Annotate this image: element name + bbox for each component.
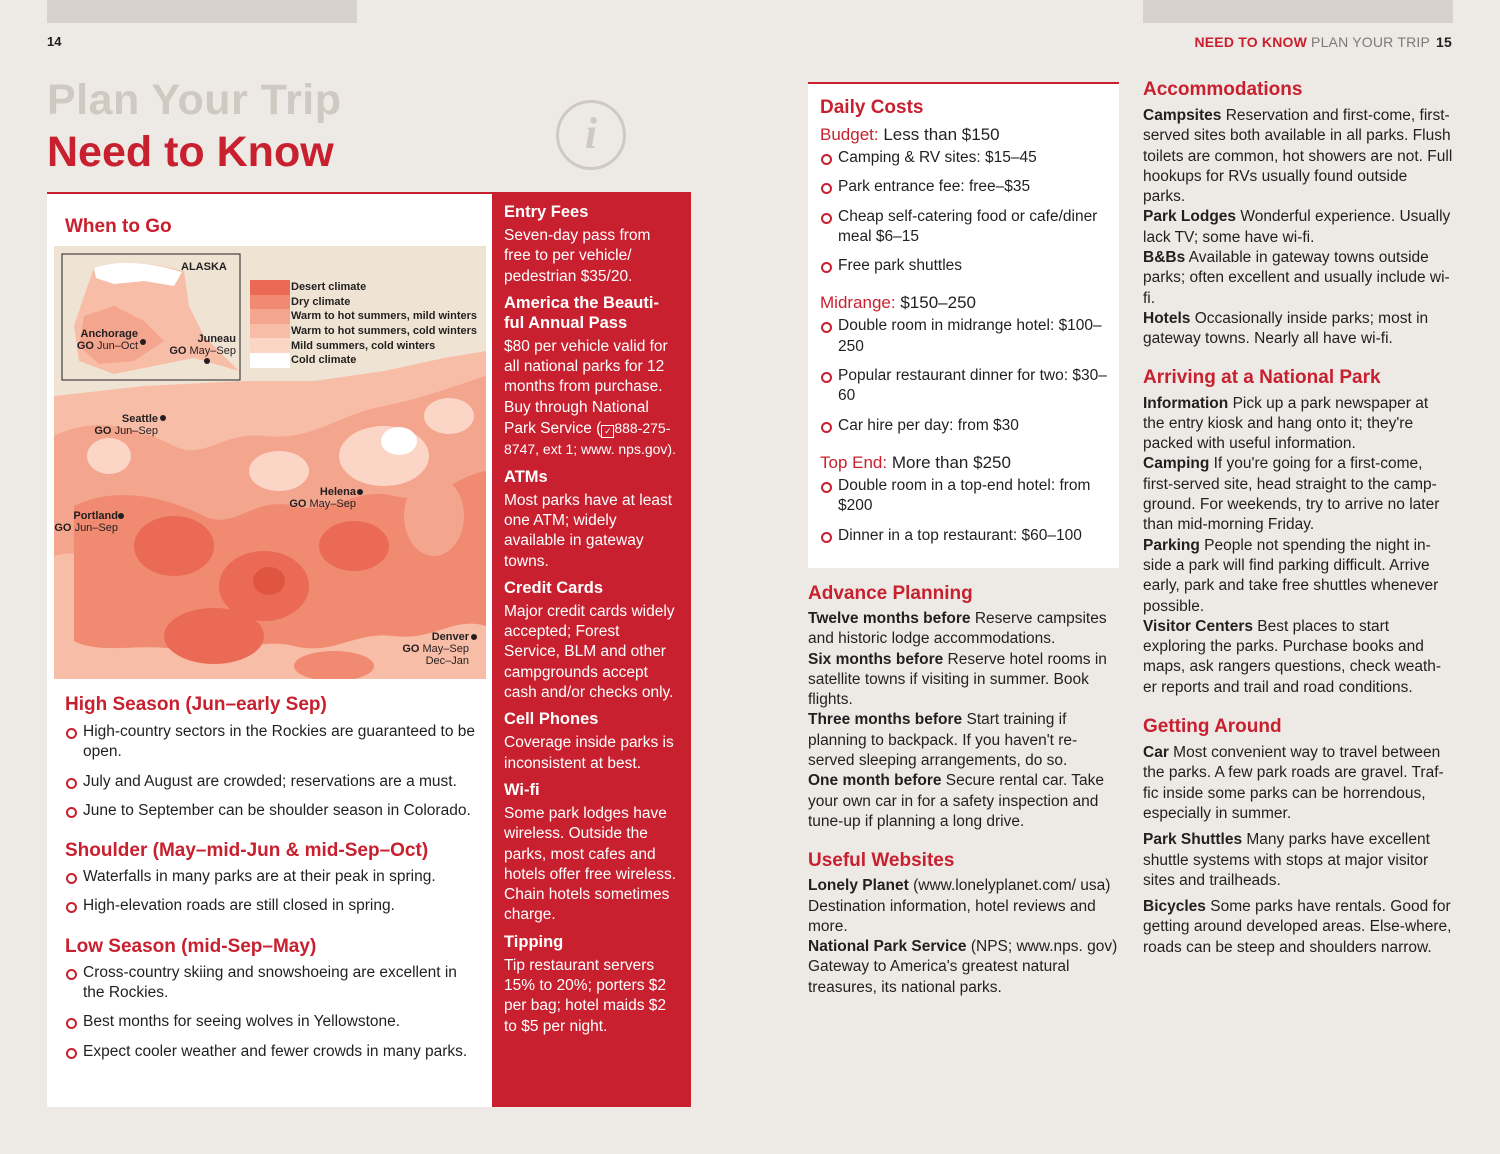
legend-label-warm-cold: Warm to hot summers, cold winters [291,325,478,337]
city-go: GO [94,425,112,437]
top-end-list [820,476,1107,546]
entry-term: Visitor Centers [1143,617,1253,635]
annual-pass-heading: America the Beauti-ful Annual Pass [504,293,659,332]
list-item-text: Popular restaurant dinner for two: $30–60 [838,367,1107,405]
entry-fees-heading: Entry Fees [504,203,589,221]
shoulder-heading: Shoulder (May–mid-Jun & mid-Sep–Oct) [65,840,429,862]
atms-heading: ATMs [504,467,548,486]
list-item [820,256,1107,276]
seasons-section [65,693,477,1062]
list-item [820,366,1107,407]
planning-column [808,582,1119,998]
entry-term: One month before [808,772,942,790]
city-name: Seattle [121,413,158,425]
list-item [820,416,1107,436]
accommodations-list [1143,106,1453,350]
list-item [820,148,1107,168]
low-season-heading: Low Season (mid-Sep–May) [65,935,317,957]
legend-label-desert: Desert climate [291,281,367,293]
legend-label-mild-cold: Mild summers, cold winters [291,340,436,352]
list-item [820,316,1107,357]
city-go: GO [169,345,187,357]
city-months: Jun–Sep [114,425,158,437]
website-entry [808,937,1119,998]
entry-term: Camping [1143,455,1210,473]
list-item [65,801,477,821]
map-city-seattle [92,413,158,437]
city-go: GO [402,643,420,655]
legend-label-cold: Cold climate [291,354,357,366]
advance-planning-heading: Advance Planning [808,583,973,604]
map-inset-title: ALASKA [181,261,227,273]
header-tab-right [1143,0,1453,23]
list-item-text: Cross-country skiing and snowshoeing are excellent in the Rockies. [83,963,457,1002]
top-end-label: Top End: [820,452,888,472]
list-item [820,476,1107,517]
list-item [820,526,1107,546]
list-item-text: Expect cooler weather and fewer crowds in many parks. [83,1042,468,1060]
entry-term: Six months before [808,650,944,668]
entry-term: B&Bs [1143,249,1186,267]
credit-cards-heading: Credit Cards [504,578,604,597]
entry-term: Bicycles [1143,898,1206,916]
running-header-chapter: PLAN YOUR TRIP [1311,34,1431,50]
city-months-2: Dec–Jan [425,655,469,667]
planning-entry [808,609,1119,650]
entry-text: Pick up a park newspaper at the entry kiosk and hang onto it; they're packed with useful information. [1143,394,1429,453]
city-months: Jun–Sep [74,522,118,534]
accommodation-entry [1143,106,1453,207]
right-column [1143,78,1453,958]
city-months: Jun–Oct [97,340,138,352]
getting-around-entry [1143,830,1453,891]
entry-text: Some parks have rentals. Good for getting around developed areas. Else-where, roads can be steep and shoulders narrow. [1143,898,1452,956]
entry-term: Twelve months before [808,610,971,627]
entry-term: Three months before [808,711,963,729]
getting-around-heading: Getting Around [1143,716,1282,738]
arriving-entry [1143,617,1453,698]
arriving-list [1143,394,1453,698]
annual-pass-contact: 888-275-8747, ext 1; www. nps.gov). [504,420,676,458]
info-icon: i [556,100,626,170]
cell-phones-text: Coverage inside parks is inconsistent at best. [504,734,674,772]
top-end-value: More than $250 [891,452,1011,472]
budget-line [820,124,1107,146]
entry-text: Most convenient way to travel between the parks. A few park roads are gravel. Traf-fic inside some parks can be horrendous, especially in summer. [1143,744,1444,822]
entry-term: Campsites [1143,107,1222,124]
legend-swatch-dry [250,295,290,310]
city-dot [357,489,363,495]
websites-list [808,876,1119,998]
arriving-entry [1143,394,1453,455]
entry-text: Available in gateway towns outside parks; often excellent and usually include wi-fi. [1143,249,1450,307]
list-item [65,722,477,763]
shoulder-list [65,867,477,917]
accommodation-entry [1143,207,1453,248]
entry-text: Start training if planning to backpack. If you haven't re-served sleeping arrangements, do so. [808,711,1078,770]
daily-costs-heading: Daily Costs [820,97,924,118]
list-item [65,896,477,916]
legend-swatch-warm-cold [250,324,290,339]
atms-text: Most parks have at least one ATM; widely available in gateway towns. [504,491,672,570]
planning-entry [808,650,1119,711]
accommodation-entry [1143,309,1453,350]
wifi-text: Some park lodges have wireless. Outside the parks, most cafes and hotels offer free wireless. Chain hotels sometimes charge. [504,804,677,924]
list-item-text: Park entrance fee: free–$35 [838,178,1031,196]
phone-icon: ✓ [601,425,614,438]
city-name: Helena [319,486,356,498]
entry-term: National Park Service [808,938,967,956]
annual-pass-body: $80 per vehicle valid for all national parks for 12 months from purchase. Buy through National Park Service ( [504,337,668,438]
entry-term: Lonely Planet [808,877,909,895]
entry-text: Reserve campsites and historic lodge accommodations. [808,610,1107,648]
tipping-heading: Tipping [504,932,564,951]
list-item [820,207,1107,248]
legend-swatch-desert [250,280,290,295]
legend-label-dry: Dry climate [291,296,351,308]
city-dot [118,513,124,519]
arriving-entry [1143,454,1453,535]
high-season-heading: High Season (Jun–early Sep) [65,694,327,715]
page-title: Need to Know [47,128,334,176]
list-item-text: Free park shuttles [838,257,963,275]
city-go: GO [289,498,307,510]
entry-term: Parking [1143,536,1200,554]
list-item-text: High-country sectors in the Rockies are guaranteed to be open. [83,723,476,761]
top-end-line [820,452,1107,474]
city-dot [160,415,166,421]
legend-swatch-cold [250,353,290,368]
list-item-text: Car hire per day: from $30 [838,416,1019,434]
entry-text: If you're going for a first-come, first-served site, head straight to the camp-ground. For weekends, try to arrive no later than mid-morning Friday. [1143,455,1440,534]
map-city-denver [399,631,469,667]
page-number-left: 14 [47,34,62,49]
city-dot [471,634,477,640]
planning-entry [808,771,1119,832]
legend-swatch-warm-mild [250,309,290,324]
city-dot [140,339,146,345]
city-name: Anchorage [80,328,138,340]
list-item [65,1042,477,1062]
city-dot [204,358,210,364]
list-item-text: Dinner in a top restaurant: $60–100 [838,526,1082,544]
budget-value: Less than $150 [883,125,1000,144]
entry-text: Reserve hotel rooms in satellite towns if visiting in summer. Book flights. [808,650,1107,709]
climate-map [54,246,486,679]
header-tab-left [47,0,357,23]
list-item-text: Double room in midrange hotel: $100–250 [838,317,1102,355]
entry-text: (NPS; www.nps. gov) Gateway to America's greatest natural treasures, its national parks. [808,938,1118,996]
money-sidebar [492,194,691,1107]
accommodation-entry [1143,248,1453,309]
list-item [65,772,477,792]
midrange-list [820,316,1107,435]
planning-entry [808,710,1119,771]
chapter-title: Plan Your Trip [47,76,342,124]
list-item-text: Best months for seeing wolves in Yellowstone. [83,1013,401,1031]
budget-list [820,148,1107,276]
entry-term: Park Shuttles [1143,831,1243,849]
entry-term: Park Lodges [1143,208,1237,226]
low-season-list [65,963,477,1062]
when-to-go-heading: When to Go [65,216,172,237]
list-item-text: High-elevation roads are still closed in spring. [83,897,395,915]
entry-text: People not spending the night in-side a park will find parking difficult. Arrive early, park and take free shuttles whenever possible. [1143,536,1439,615]
entry-term: Information [1143,394,1229,412]
map-city-helena [284,486,356,510]
city-name: Portland [73,510,118,522]
entry-text: Occasionally inside parks; most in gateway towns. Nearly all have wi-fi. [1143,309,1429,348]
city-months: May–Sep [309,498,356,510]
tipping-text: Tip restaurant servers 15% to 20%; porters $2 per bag; hotel maids $2 to $5 per night. [504,956,666,1035]
list-item [820,177,1107,197]
website-entry [808,876,1119,937]
legend-swatch-mild-cold [250,338,290,353]
entry-text: (www.lonelyplanet.com/ usa) Destination information, hotel reviews and more. [808,877,1111,935]
credit-cards-text: Major credit cards widely accepted; Forest Service, BLM and other campgrounds accept cash and/or checks only. [504,602,675,702]
arriving-heading: Arriving at a National Park [1143,366,1381,388]
city-months: May–Sep [422,643,469,655]
city-go: GO [76,340,94,352]
midrange-line [820,292,1107,314]
midrange-label: Midrange: [820,293,896,313]
entry-text: Reservation and first-come, first-served sites both available in all parks. Flush toilets are common, hot showers are not. Full hookups for RVs usually found outside parks. [1143,107,1453,206]
budget-label: Budget: [820,125,879,144]
entry-text: Many parks have excellent shuttle systems with stops at major visitor sites and trailheads. [1143,831,1430,889]
cell-phones-heading: Cell Phones [504,710,599,729]
list-item [65,963,477,1004]
daily-costs-panel [808,84,1119,568]
city-go: GO [54,522,72,534]
list-item-text: Cheap self-catering food or cafe/diner meal $6–15 [838,207,1098,245]
list-item-text: June to September can be shoulder season in Colorado. [83,801,471,819]
page-number-right: 15 [1436,34,1452,50]
getting-around-list [1143,743,1453,958]
list-item [65,1012,477,1032]
map-legend-swatches [250,280,290,368]
entry-term: Car [1143,744,1169,762]
city-name: Denver [431,631,469,643]
useful-websites-heading: Useful Websites [808,850,955,872]
running-header-section: NEED TO KNOW [1194,34,1308,50]
map-city-anchorage [76,328,138,352]
list-item-text: Camping & RV sites: $15–45 [838,149,1037,166]
map-city-portland [54,510,118,534]
annual-pass-text [504,337,679,461]
high-season-list [65,722,477,821]
getting-around-entry [1143,897,1453,958]
list-item-text: Double room in a top-end hotel: from $200 [838,476,1091,515]
getting-around-entry [1143,743,1453,824]
running-header [1194,34,1452,50]
midrange-value: $150–250 [900,293,976,313]
advance-planning-list [808,609,1119,832]
entry-text: Wonderful experience. Usually lack TV; some have wi-fi. [1143,208,1451,246]
entry-term: Hotels [1143,309,1191,327]
wifi-heading: Wi-fi [504,780,540,799]
list-item [65,867,477,887]
entry-fees-text: Seven-day pass from free to per vehicle/ pedestrian $35/20. [504,227,651,285]
entry-text: Best places to start exploring the parks. Purchase books and maps, ask rangers questions, check weath-er reports and trail and road conditions. [1143,617,1442,696]
city-name: Juneau [197,333,236,345]
city-months: May–Sep [189,345,236,357]
map-city-juneau [166,333,236,357]
accommodations-heading: Accommodations [1143,79,1303,100]
arriving-entry [1143,536,1453,617]
legend-label-warm-mild: Warm to hot summers, mild winters [291,310,478,322]
list-item-text: July and August are crowded; reservations are a must. [83,772,457,790]
list-item-text: Waterfalls in many parks are at their peak in spring. [83,868,436,886]
entry-text: Secure rental car. Take your own car in for a safety inspection and tune-up if planning a long drive. [808,772,1105,830]
